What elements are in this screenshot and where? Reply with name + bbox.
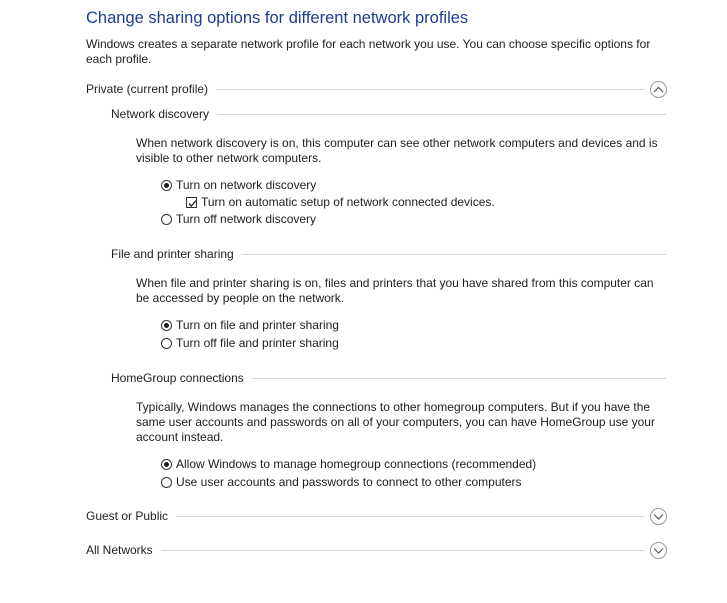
- divider: [217, 114, 666, 115]
- network-discovery-off-option[interactable]: [161, 211, 316, 227]
- private-profile-header[interactable]: [86, 80, 667, 98]
- network-discovery-on-radio[interactable]: [161, 180, 172, 191]
- guest-public-label: Guest or Public: [86, 509, 169, 523]
- homegroup-windows-option[interactable]: [161, 456, 536, 472]
- auto-setup-checkbox[interactable]: [186, 197, 197, 208]
- divider: [252, 378, 666, 379]
- network-discovery-description: When network discovery is on, this computer can see other network computers and devices and is visible to other network computers.: [136, 136, 658, 165]
- network-discovery-off-label[interactable]: Turn off network discovery: [176, 212, 317, 226]
- divider: [161, 550, 644, 551]
- auto-setup-option[interactable]: [186, 194, 495, 210]
- network-discovery-header: [111, 106, 666, 122]
- homegroup-accounts-option[interactable]: [161, 474, 522, 490]
- divider: [176, 516, 644, 517]
- divider: [242, 254, 666, 255]
- homegroup-accounts-radio[interactable]: [161, 477, 172, 488]
- file-sharing-off-radio[interactable]: [161, 338, 172, 349]
- guest-public-header[interactable]: [86, 507, 667, 525]
- network-discovery-off-radio[interactable]: [161, 214, 172, 225]
- file-printer-sharing-header: [111, 246, 666, 262]
- private-profile-label: Private (current profile): [86, 82, 209, 96]
- chevron-down-icon[interactable]: [650, 508, 667, 525]
- file-printer-sharing-heading: File and printer sharing: [111, 247, 234, 261]
- homegroup-description: Typically, Windows manages the connections to other homegroup computers. But if you have the same user accounts and passwords on all of your computers, you can have HomeGroup use your account instead.: [136, 400, 655, 444]
- homegroup-header: [111, 370, 666, 386]
- network-discovery-on-option[interactable]: [161, 177, 316, 193]
- file-sharing-off-option[interactable]: [161, 335, 339, 351]
- all-networks-label: All Networks: [86, 543, 153, 557]
- page-description: Windows creates a separate network profile for each network you use. You can choose specific options for each profile.: [86, 37, 651, 66]
- homegroup-accounts-label[interactable]: Use user accounts and passwords to connect to other computers: [176, 475, 522, 489]
- file-sharing-on-option[interactable]: [161, 317, 339, 333]
- network-discovery-on-label[interactable]: Turn on network discovery: [176, 178, 317, 192]
- network-discovery-heading: Network discovery: [111, 107, 210, 121]
- homegroup-windows-label[interactable]: Allow Windows to manage homegroup connections (recommended): [176, 457, 537, 471]
- file-printer-sharing-description: When file and printer sharing is on, files and printers that you have shared from this computer can be accessed by people on the network.: [136, 276, 654, 305]
- divider: [216, 89, 644, 90]
- file-sharing-on-radio[interactable]: [161, 320, 172, 331]
- file-sharing-on-label[interactable]: Turn on file and printer sharing: [176, 318, 339, 332]
- chevron-down-icon[interactable]: [650, 542, 667, 559]
- chevron-up-icon[interactable]: [650, 81, 667, 98]
- homegroup-heading: HomeGroup connections: [111, 371, 244, 385]
- auto-setup-label[interactable]: Turn on automatic setup of network connected devices.: [201, 195, 495, 209]
- homegroup-windows-radio[interactable]: [161, 459, 172, 470]
- all-networks-header[interactable]: [86, 541, 667, 559]
- file-sharing-off-label[interactable]: Turn off file and printer sharing: [176, 336, 339, 350]
- page-title: Change sharing options for different network profiles: [86, 9, 469, 27]
